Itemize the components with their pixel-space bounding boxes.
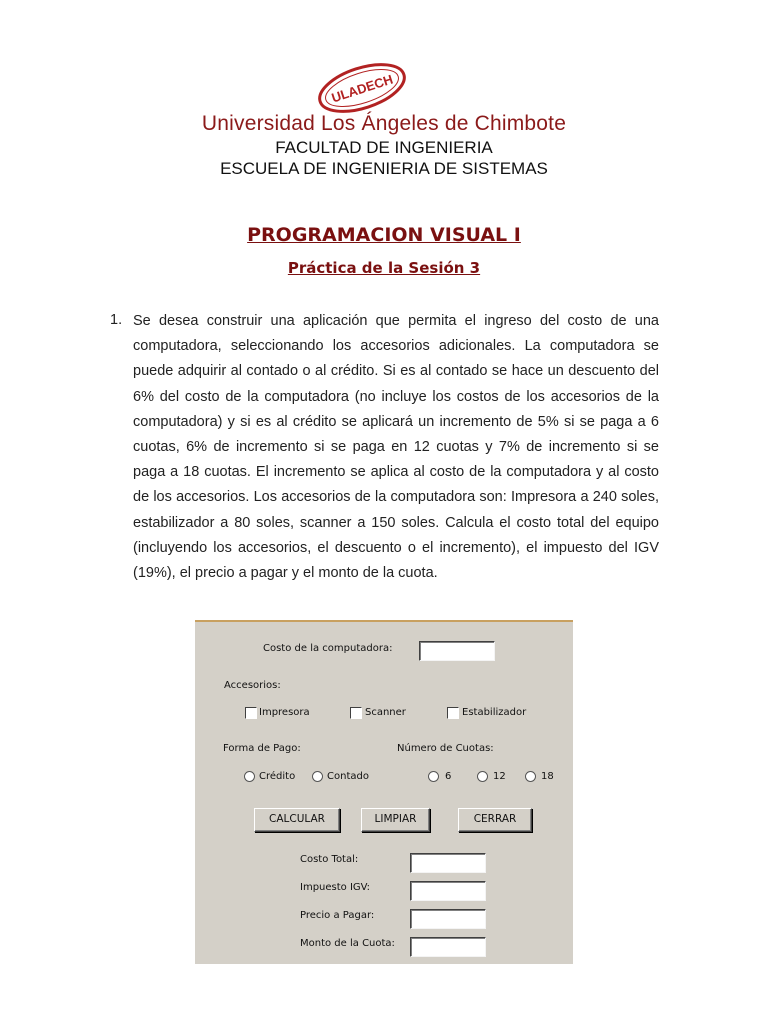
university-name: Universidad Los Ángeles de Chimbote [201, 112, 567, 135]
price-label: Precio a Pagar: [300, 910, 375, 921]
radio-credito[interactable] [244, 771, 255, 782]
radio-credito-label: Crédito [259, 771, 296, 782]
checkbox-estabilizador[interactable] [447, 707, 459, 719]
radio-18-cuotas[interactable] [525, 771, 536, 782]
checkbox-scanner-label: Scanner [365, 707, 406, 718]
checkbox-impresora-label: Impresora [259, 707, 310, 718]
faculty-name: FACULTAD DE INGENIERIA [275, 138, 493, 157]
fee-label: Monto de la Cuota: [300, 938, 395, 949]
limpiar-button[interactable]: LIMPIAR [361, 808, 430, 832]
cost-label: Costo de la computadora: [263, 643, 393, 654]
cerrar-button[interactable]: CERRAR [458, 808, 532, 832]
logo-text: ULADECH [329, 71, 395, 106]
cost-input[interactable] [419, 641, 495, 661]
question-text: Se desea construir una aplicación que permita el ingreso del costo de una computadora, seleccionando los accesorios adicionales. La computadora se puede adquirir al contado o al crédito. Si es al contado se hace un descuento del 6% del costo de la computadora (no incluye los costos de los accesorios de la computadora) y si es al crédito se aplicará un incremento de 5% si se paga a 6 cuotas, 6% de incremento si se paga en 12 cuotas y 7% de incremento si se paga a 18 cuotas. El incremento se aplica al costo de la computadora y al costo de los accesorios. Los accesorios de la computadora son: Impresora a 240 soles, estabilizador a 80 soles, scanner a 150 soles. Calcula el costo total del equipo (incluyendo los accesorios, el descuento o el incremento), el impuesto del IGV (19%), el precio a pagar y el monto de la cuota. [133, 313, 659, 582]
session-title: Práctica de la Sesión 3 [287, 259, 481, 277]
installments-label: Número de Cuotas: [397, 743, 494, 754]
school-name: ESCUELA DE INGENIERIA DE SISTEMAS [220, 159, 548, 178]
radio-contado-label: Contado [327, 771, 369, 782]
checkbox-scanner[interactable] [350, 707, 362, 719]
tax-label: Impuesto IGV: [300, 882, 371, 893]
radio-6-cuotas[interactable] [428, 771, 439, 782]
question-number: 1. [110, 312, 123, 328]
uladech-logo [312, 60, 412, 116]
total-label: Costo Total: [300, 854, 359, 865]
checkbox-estabilizador-label: Estabilizador [462, 707, 527, 718]
form-window [195, 620, 573, 964]
tax-output[interactable] [410, 881, 486, 901]
total-output[interactable] [410, 853, 486, 873]
radio-12-cuotas[interactable] [477, 771, 488, 782]
accessories-label: Accesorios: [224, 680, 281, 691]
price-output[interactable] [410, 909, 486, 929]
radio-6-cuotas-label: 6 [445, 771, 452, 782]
calcular-button[interactable]: CALCULAR [254, 808, 340, 832]
radio-12-cuotas-label: 12 [493, 771, 506, 782]
fee-output[interactable] [410, 937, 486, 957]
checkbox-impresora[interactable] [245, 707, 257, 719]
course-title: PROGRAMACION VISUAL I [247, 224, 521, 246]
radio-18-cuotas-label: 18 [541, 771, 554, 782]
payment-label: Forma de Pago: [223, 743, 301, 754]
radio-contado[interactable] [312, 771, 323, 782]
